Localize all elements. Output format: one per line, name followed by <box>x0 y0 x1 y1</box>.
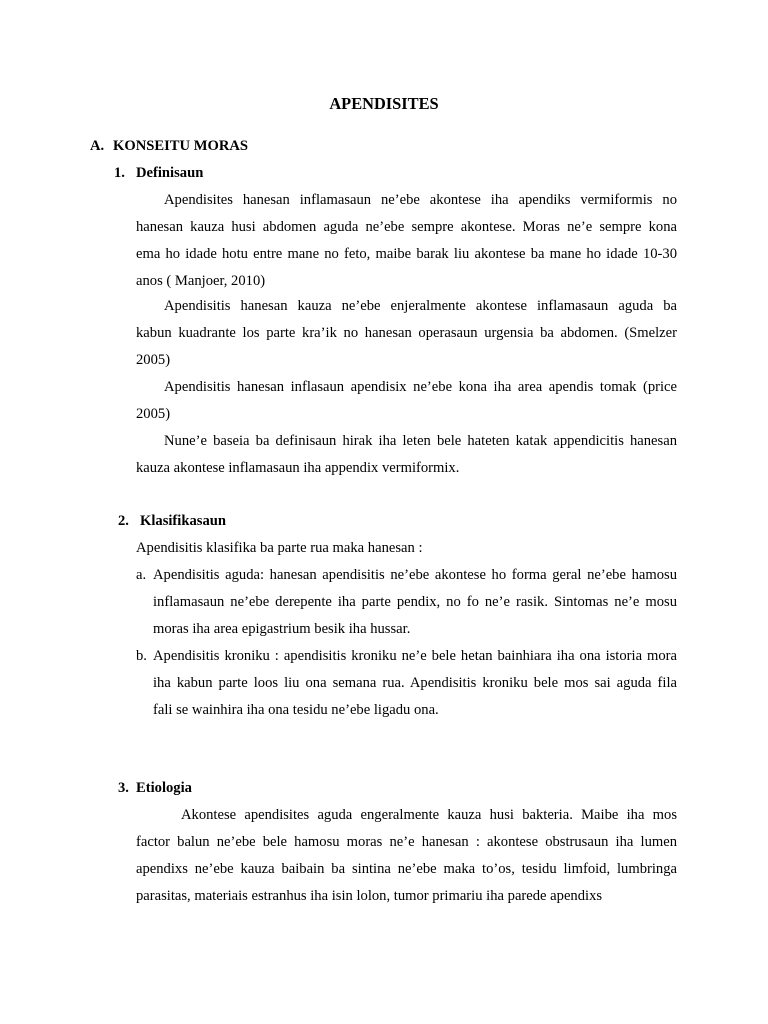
definition-line: Apendisites hanesan inflamasaun ne’ebe akontese iha apendiks vermiformis no <box>164 192 677 208</box>
list-marker-a: a. <box>136 567 147 583</box>
subsection-2-marker: 2. <box>118 513 129 529</box>
list-item-b-line: iha kabun parte loos liu ona semana rua. Apendisitis kroniku bele mos sai aguda fila <box>153 675 677 691</box>
definition-line: anos ( Manjoer, 2010) <box>136 273 266 289</box>
definition-line: hanesan kauza husi abdomen aguda ne’ebe sempre akontese. Moras ne’e sempre kona <box>136 219 677 235</box>
etiology-line: factor balun ne’ebe bele hamosu moras ne’e hanesan : akontese obstrusaun iha lumen <box>136 834 677 850</box>
etiology-line: apendixs ne’ebe kauza baibain ba sintina ne’ebe maka to’os, tesidu limfoid, lumbringa <box>136 861 677 877</box>
definition-line: 2005) <box>136 352 171 368</box>
list-marker-b: b. <box>136 648 147 664</box>
definition-line: 2005) <box>136 406 171 422</box>
list-item-a-line: moras iha area epigastrium besik iha hussar. <box>153 621 411 637</box>
classification-intro: Apendisitis klasifika ba parte rua maka hanesan : <box>136 540 423 556</box>
definition-line: kabun kuadrante los parte kra’ik no hanesan operasaun urgensia ba abdomen. (Smelzer <box>136 325 677 341</box>
etiology-line: Akontese apendisites aguda engeralmente kauza husi bakteria. Maibe iha mos <box>181 807 677 823</box>
list-item-b-line: fali se wainhira iha ona tesidu ne’ebe ligadu ona. <box>153 702 439 718</box>
subsection-1-marker: 1. <box>114 165 125 181</box>
list-item-a-line: inflamasaun ne’ebe derepente iha parte pendix, no fo ne’e rasik. Sintomas ne’e mosu <box>153 594 677 610</box>
document-title: APENDISITES <box>329 94 439 113</box>
definition-line: Apendisitis hanesan kauza ne’ebe enjeralmente akontese inflamasaun aguda ba <box>164 298 677 314</box>
subsection-3-marker: 3. <box>118 780 129 796</box>
subsection-1-heading: Definisaun <box>136 165 204 181</box>
subsection-2-heading: Klasifikasaun <box>140 513 226 529</box>
definition-line: ema ho idade hotu entre mane no feto, maibe barak liu akontese ba mane ho idade 10-30 <box>136 246 677 262</box>
list-item-b-line: Apendisitis kroniku : apendisitis kroniku ne’e bele hetan bainhiara iha ona istoria mora <box>153 648 677 664</box>
list-item-a-line: Apendisitis aguda: hanesan apendisitis ne’ebe akontese ho forma geral ne’ebe hamosu <box>153 567 677 583</box>
etiology-line: parasitas, materiais estranhus iha isin lolon, tumor primariu iha parede apendixs <box>136 888 603 904</box>
subsection-3-heading: Etiologia <box>136 780 192 796</box>
definition-line: kauza akontese inflamasaun iha appendix vermiformix. <box>136 460 460 476</box>
section-a-heading: KONSEITU MORAS <box>113 138 249 154</box>
section-a-marker: A. <box>90 138 105 154</box>
definition-line: Apendisitis hanesan inflasaun apendisix ne’ebe kona iha area apendis tomak (price <box>164 379 677 395</box>
definition-line: Nune’e baseia ba definisaun hirak iha leten bele hateten katak appendicitis hanesan <box>164 433 677 449</box>
